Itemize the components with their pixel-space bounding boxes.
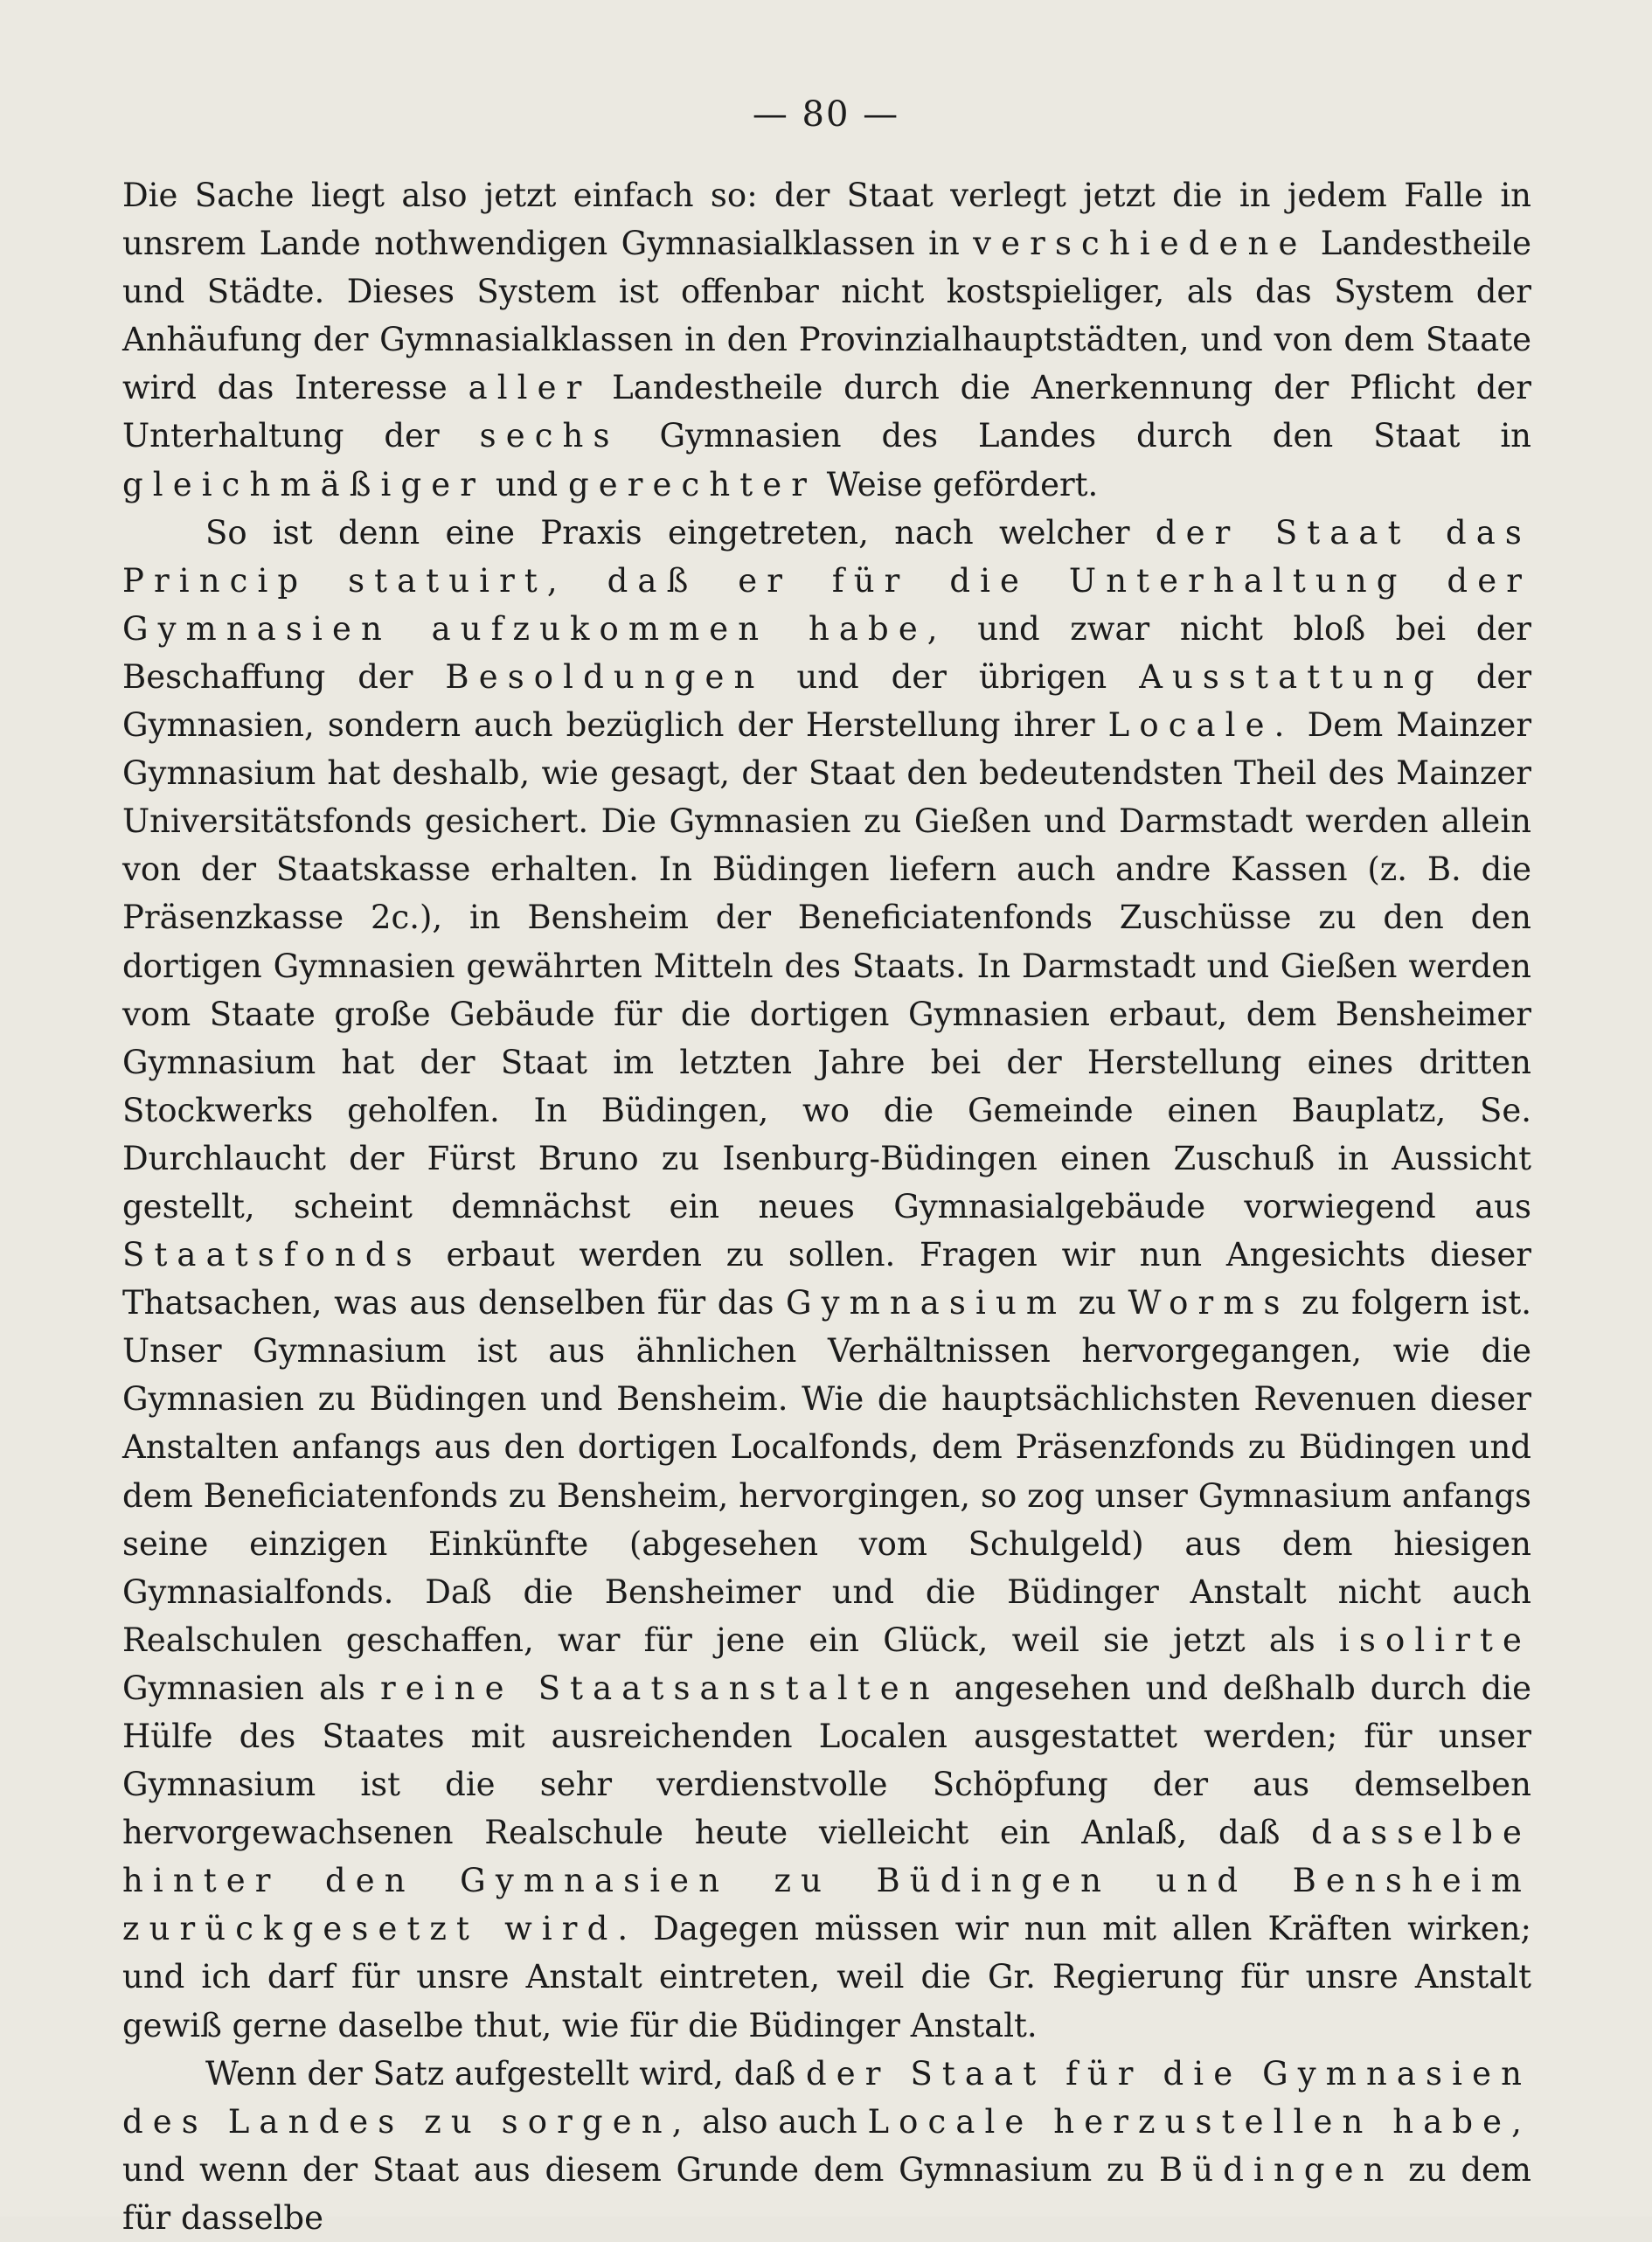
text-run: Die Sache liegt also jetzt einfach so: der Staat verlegt jetzt die in jedem Falle in unsrem Lande nothwendigen Gymnasialklassen in xyxy=(122,177,1531,263)
emphasized-text: gerechter xyxy=(567,465,817,503)
text-run: Gymnasien des Landes durch den Staat in xyxy=(619,417,1531,455)
emphasized-text: reine Staatsanstalten xyxy=(379,1669,940,1707)
text-run: zu xyxy=(1066,1284,1128,1322)
text-run: So ist denn eine Praxis eingetreten, nach welcher xyxy=(205,513,1156,552)
emphasized-text: isolirte xyxy=(1338,1621,1531,1659)
text-run: Wenn der Satz aufgestellt wird, daß xyxy=(205,2054,806,2093)
text-run: also auch xyxy=(691,2102,868,2141)
paragraph xyxy=(122,171,1531,509)
emphasized-text: Ausstattung xyxy=(1139,657,1444,696)
emphasized-text: Büdingen xyxy=(1159,2150,1394,2189)
text-run: erbaut werden zu sollen. Fragen wir nun Angesichts dieser Thatsachen, was aus denselben für das xyxy=(122,1236,1531,1322)
text-run: und wenn der Staat aus diesem Grunde dem Gymnasium zu xyxy=(122,2150,1159,2189)
text-run: und zwar nicht bloß bei der Beschaffung der xyxy=(122,609,1531,696)
text-run: der Gymnasien, sondern auch bezüglich der Herstellung ihrer xyxy=(122,657,1532,745)
paragraph xyxy=(122,509,1531,2050)
text-run: Dagegen müssen wir nun mit allen Kräften wirken; und ich darf für unsre Anstalt eintreten, weil die Gr. Regierung für unsre Anstalt gewiß gerne daselbe thut, wie für die Büdinger Anstalt. xyxy=(122,1910,1532,2044)
emphasized-text: gleichmäßiger xyxy=(122,465,486,503)
text-run: und xyxy=(485,465,568,503)
paragraph xyxy=(122,2050,1531,2242)
page-number: — 80 — xyxy=(752,94,900,135)
text-run: Landestheile und Städte. Dieses System ist offenbar nicht kostspieliger, als das System der Anhäufung der Gymnasialklassen in den Provinzialhauptstädten, und von dem Staate wird das Interesse xyxy=(122,225,1531,407)
text-run: Dem Mainzer Gymnasium hat deshalb, wie gesagt, der Staat den bedeutendsten Theil des Mainzer Universitätsfonds gesichert. Die Gymnasien zu Gießen und Darmstadt werden allein von der Staatskasse erhalten. In Büdingen liefern auch andre Kassen (z. B. die Präsenzkasse 2c.), in Bensheim der Beneficiatenfonds Zuschüsse zu den den dortigen Gymnasien gewährten Mitteln des Staats. In Darmstadt und Gießen werden vom Staate große Gebäude für die dortigen Gymnasien erbaut, dem Bensheimer Gymnasium hat der Staat im letzten Jahre bei der Herstellung eines dritten Stockwerks geholfen. In Büdingen, wo die Gemeinde einen Bauplatz, Se. Durchlaucht der Fürst Bruno zu Isenburg-Büdingen einen Zuschuß in Aussicht gestellt, scheint demnächst ein neues Gymnasialgebäude vorwiegend aus xyxy=(122,706,1532,1225)
emphasized-text: Worms xyxy=(1128,1284,1290,1322)
emphasized-text: verschiedene xyxy=(973,225,1308,263)
text-run: und der übrigen xyxy=(764,657,1140,696)
text-run: Gymnasien als xyxy=(122,1669,380,1707)
text-run: zu folgern ist. Unser Gymnasium ist aus ähnlichen Verhältnissen hervorgegangen, wie die Gymnasien zu Büdingen und Bensheim. Wie die hauptsächlichsten Revenuen dieser Anstalten anfangs aus den dortigen Localfonds, dem Präsenzfonds zu Büdingen und dem Beneficiatenfonds zu Bensheim, hervorgingen, so zog unser Gymnasium anfangs seine einzigen Einkünfte (abgesehen vom Schulgeld) aus dem hiesigen Gymnasialfonds. Daß die Bensheimer und die Büdinger Anstalt nicht auch Realschulen geschaffen, war für jene ein Glück, weil sie jetzt als xyxy=(122,1284,1531,1659)
text-run: angesehen und deßhalb durch die Hülfe des Staates mit ausreichenden Localen ausgestattet werden; für unser Gymnasium ist die sehr verdienstvolle Schöpfung der aus demselben hervorgewachsenen Realschule heute vielleicht ein Anlaß, daß xyxy=(122,1669,1532,1852)
body-text xyxy=(122,171,1531,2242)
emphasized-text: Gymnasium xyxy=(786,1284,1067,1322)
emphasized-text: der Staat das Princip statuirt, daß er für die Unterhaltung der Gymnasien aufzukommen habe, xyxy=(122,513,1531,648)
emphasized-text: der Staat für die Gymnasien des Landes zu sorgen, xyxy=(122,2054,1531,2141)
emphasized-text: Locale. xyxy=(1107,706,1295,745)
emphasized-text: sechs xyxy=(479,417,620,455)
emphasized-text: Besoldungen xyxy=(445,657,765,696)
emphasized-text: aller xyxy=(468,369,592,407)
emphasized-text: Locale herzustellen habe, xyxy=(867,2102,1531,2141)
text-run: Landestheile durch die Anerkennung der Pflicht der Unterhaltung der xyxy=(122,369,1531,455)
text-run: Weise gefördert. xyxy=(816,465,1099,503)
emphasized-text: Staatsfonds xyxy=(122,1236,422,1274)
text-run: zu dem für dasselbe xyxy=(122,2150,1531,2237)
emphasized-text: dasselbe hinter den Gymnasien zu Büdingen und Bensheim zurückgesetzt wird. xyxy=(122,1814,1531,1948)
